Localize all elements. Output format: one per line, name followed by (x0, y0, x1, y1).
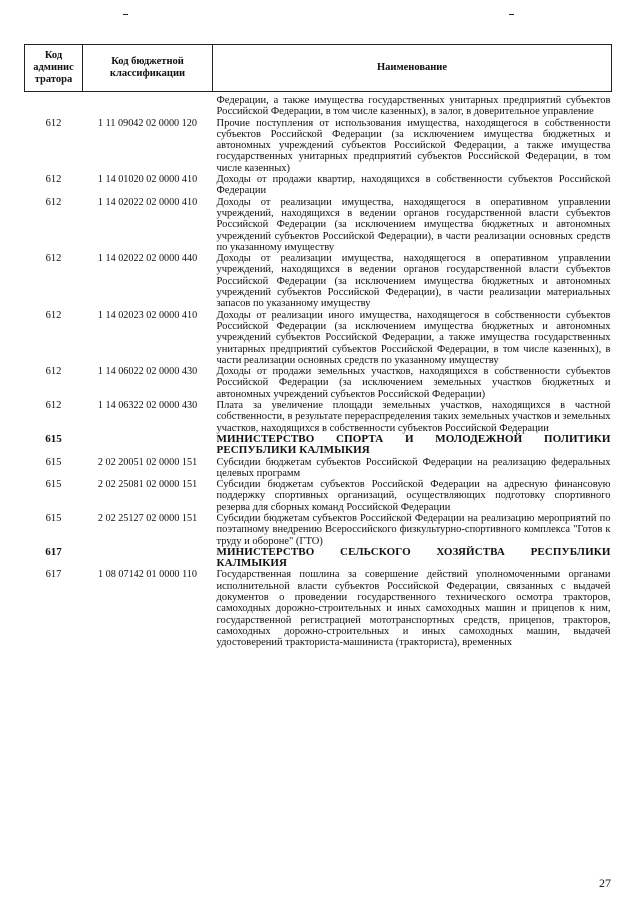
table-row (25, 310, 612, 366)
ministry-name: МИНИСТЕРСТВО СЕЛЬСКОГО ХОЗЯЙСТВА РЕСПУБЛИКИ КАЛМЫКИЯ (216, 545, 611, 570)
table-row (25, 174, 612, 197)
budget-code (83, 92, 213, 118)
budget-code: 2 02 20051 02 0000 151 (97, 456, 198, 468)
admin-code: 615 (45, 432, 62, 445)
budget-code: 2 02 25127 02 0000 151 (97, 512, 198, 524)
row-name: Субсидии бюджетам субъектов Российской Федерации на реализацию федеральных целевых программ (216, 456, 611, 479)
admin-code: 615 (45, 479, 62, 491)
admin-code: 612 (45, 400, 62, 412)
row-name: Доходы от продажи квартир, находящихся в собственности субъектов Российской Федерации (216, 174, 611, 197)
admin-code: 615 (45, 512, 62, 524)
top-mark-right (509, 14, 514, 15)
table-header-row (25, 45, 612, 92)
row-name: Федерации, а также имущества государственных унитарных предприятий субъектов Российской Федерации, в том числе казенных), в залог, в доверительное управление (216, 95, 611, 118)
table-row (25, 92, 612, 118)
ministry-row (25, 434, 612, 457)
admin-code: 612 (45, 196, 62, 208)
admin-code: 615 (45, 456, 62, 468)
budget-code: 2 02 25081 02 0000 151 (97, 479, 198, 491)
admin-code: 612 (45, 117, 62, 129)
row-name: Субсидии бюджетам субъектов Российской Федерации на адресную финансовую поддержку спортивных организаций, осуществляющих подготовку спортивного резерва для сборных команд Российской Федерации (216, 479, 611, 513)
budget-code: 1 14 06022 02 0000 430 (97, 366, 198, 378)
header-name: Наименование (213, 45, 612, 92)
admin-code: 612 (45, 309, 62, 321)
table-row (25, 457, 612, 480)
admin-code: 612 (45, 366, 62, 378)
table-row (25, 569, 612, 648)
table-row (25, 513, 612, 547)
budget-code: 1 14 01020 02 0000 410 (97, 174, 198, 186)
row-name: Государственная пошлина за совершение действий уполномоченными органами исполнительной власти субъектов Российской Федерации, связанных с выдачей документов о проведении государственного технического осмотра тракторов, самоходных дорожно-строительных и иных самоходных машин и прицепов к ним, государственной регистрацией мототранспортных средств, прицепов, тракторов, самоходных дорожно-строительных и иных самоходных машин, выдачей удостоверений тракториста-машиниста (тракториста), временных (216, 569, 611, 649)
row-name: Плата за увеличение площади земельных участков, находящихся в частной собственности, в результате перераспределения таких земельных участков и земельных участков, находящихся в собственности субъектов Российской Федерации (216, 400, 611, 434)
ministry-name: МИНИСТЕРСТВО СПОРТА И МОЛОДЕЖНОЙ ПОЛИТИКИ РЕСПУБЛИКИ КАЛМЫКИЯ (216, 432, 611, 457)
budget-code (83, 434, 213, 457)
table-row (25, 400, 612, 434)
header-admin-code: Код админис тратора (25, 45, 83, 92)
page-number: 27 (599, 876, 611, 890)
table-row (25, 253, 612, 309)
budget-code: 1 14 02022 02 0000 410 (97, 196, 198, 208)
row-name: Доходы от реализации имущества, находящегося в оперативном управлении учреждений, находящихся в ведении органов государственной власти субъектов Российской Федерации (за исключением имущества бюджетных и автономных учреждений субъектов Российской Федерации), в части реализации материальных запасов по указанному имуществу (216, 253, 611, 310)
row-name: Прочие поступления от использования имущества, находящегося в собственности субъектов Российской Федерации (за исключением имущества бюджетных и автономных учреждений субъектов Российской Федерации, а также имущества государственных унитарных предприятий субъектов Российской Федерации, в том числе казенных) (216, 117, 611, 174)
ministry-row (25, 547, 612, 570)
admin-code (25, 92, 83, 118)
top-mark-left (123, 14, 128, 15)
admin-code: 612 (45, 253, 62, 265)
budget-code (83, 547, 213, 570)
row-name: Доходы от реализации имущества, находящегося в оперативном управлении учреждений, находящихся в ведении органов государственной власти субъектов Российской Федерации (за исключением имущества бюджетных и автономных учреждений субъектов Российской Федерации), в части реализации основных средств по указанному имуществу (216, 196, 611, 253)
table-row (25, 197, 612, 253)
budget-code: 1 08 07142 01 0000 110 (98, 569, 197, 581)
budget-code: 1 14 02022 02 0000 440 (97, 253, 198, 265)
budget-code: 1 11 09042 02 0000 120 (98, 117, 197, 129)
header-budget-code: Код бюджетной классификации (83, 45, 213, 92)
admin-code: 617 (45, 569, 62, 581)
admin-code: 617 (45, 545, 62, 558)
budget-code: 1 14 06322 02 0000 430 (97, 400, 198, 412)
budget-code: 1 14 02023 02 0000 410 (97, 309, 198, 321)
table-row (25, 118, 612, 174)
table-row (25, 366, 612, 400)
row-name: Доходы от продажи земельных участков, находящихся в собственности субъектов Российской Федерации (за исключением земельных участков бюджетных и автономных учреждений субъектов Российской Федерации) (216, 366, 611, 400)
table-row (25, 479, 612, 513)
classification-table (24, 44, 612, 649)
row-name: Доходы от реализации иного имущества, находящегося в собственности субъектов Российской Федерации (за исключением имущества бюджетных и автономных учреждений субъектов Российской Федерации, а также имущества государственных унитарных предприятий субъектов Российской Федерации, в том числе казенных), в части реализации основных средств по указанному имуществу (216, 309, 611, 366)
row-name: Субсидии бюджетам субъектов Российской Федерации на реализацию мероприятий по поэтапному внедрению Всероссийского физкультурно-спортивного комплекса "Готов к труду и обороне" (ГТО) (216, 512, 611, 547)
admin-code: 612 (45, 174, 62, 186)
